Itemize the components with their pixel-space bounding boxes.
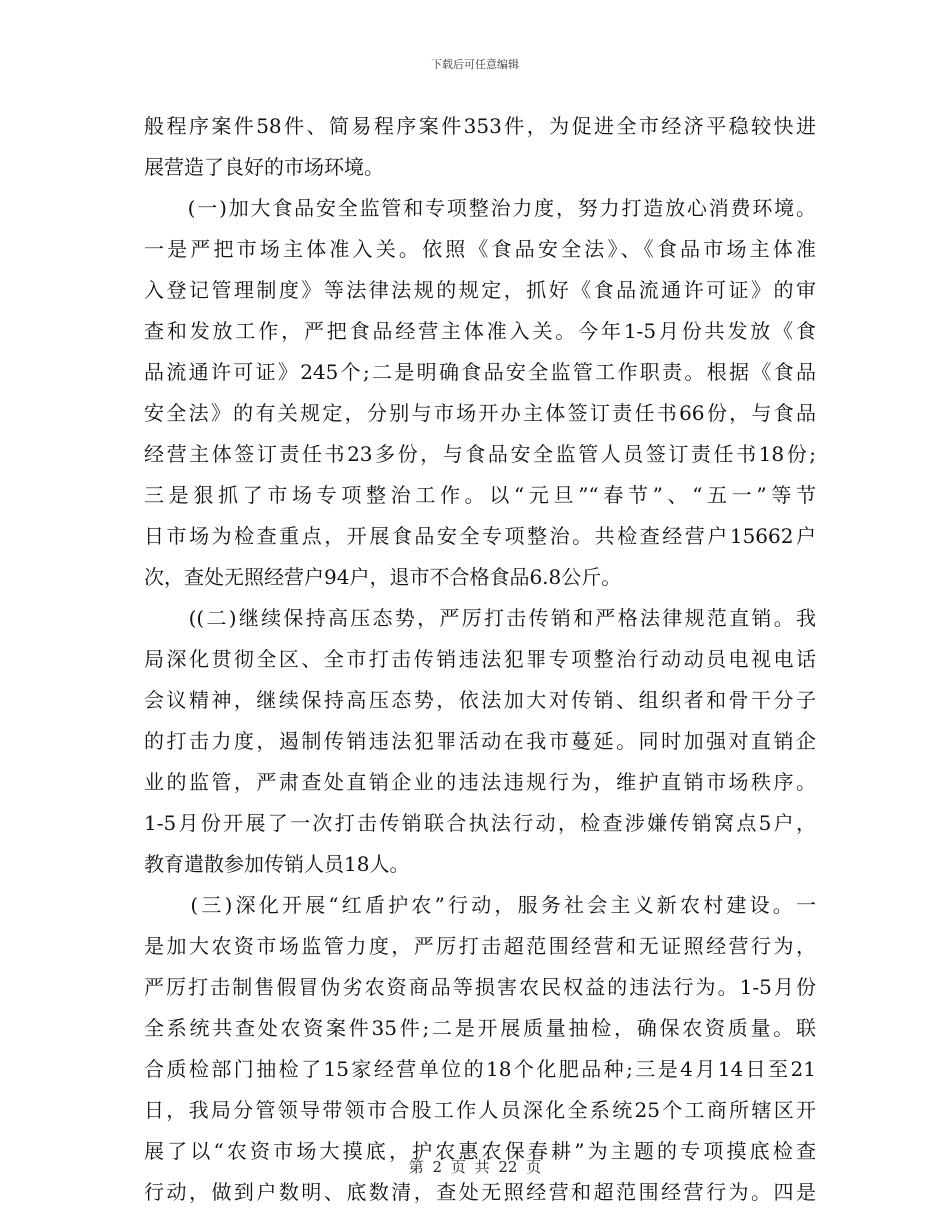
text-line: 行动，做到户数明、底数清，查处无照经营和超范围经营行为。四是: [144, 1180, 816, 1204]
text-line: 1-5月份开展了一次打击传销联合执法行动，检查涉嫌传销窝点5户，: [144, 811, 816, 835]
text-line: 是加大农资市场监管力度，严厉打击超范围经营和无证照经营行为，: [144, 934, 816, 958]
text-line: (一)加大食品安全监管和专项整治力度，努力打造放心消费环境。: [144, 196, 816, 220]
text-line: 日市场为检查重点，开展食品安全专项整治。共检查经营户15662户: [144, 524, 816, 548]
text-line: 般程序案件58件、简易程序案件353件，为促进全市经济平稳较快进: [144, 114, 816, 138]
text-line: 经营主体签订责任书23多份，与食品安全监管人员签订责任书18份;: [144, 442, 816, 466]
page-header: 下载后可任意编辑: [431, 58, 519, 71]
text-line: 入登记管理制度》等法律法规的规定，抓好《食品流通许可证》的审: [144, 278, 816, 302]
text-line: 三是狠抓了市场专项整治工作。以“元旦”“春节”、“五一”等节: [144, 483, 816, 507]
text-line: 一是严把市场主体准入关。依照《食品安全法》、《食品市场主体准: [144, 237, 816, 261]
text-line: 展了以“农资市场大摸底，护农惠农保春耕”为主题的专项摸底检查: [144, 1139, 816, 1163]
page-number-footer: 第 2 页 共 22 页: [408, 1158, 542, 1176]
text-line: 严厉打击制售假冒伪劣农资商品等损害农民权益的违法行为。1-5月份: [144, 975, 816, 999]
text-line: 合质检部门抽检了15家经营单位的18个化肥品种;三是4月14日至21: [144, 1057, 816, 1081]
text-line: 局深化贯彻全区、全市打击传销违法犯罪专项整治行动动员电视电话: [144, 647, 816, 671]
text-line: 日，我局分管领导带领市合股工作人员深化全系统25个工商所辖区开: [144, 1098, 816, 1122]
text-line: 的打击力度，遏制传销违法犯罪活动在我市蔓延。同时加强对直销企: [144, 729, 816, 753]
text-line: (三)深化开展“红盾护农”行动，服务社会主义新农村建设。一: [144, 893, 816, 917]
text-line: 次，查处无照经营户94户，退市不合格食品6.8公斤。: [144, 565, 622, 589]
text-line: 展营造了良好的市场环境。: [144, 155, 384, 179]
text-line: ((二)继续保持高压态势，严厉打击传销和严格法律规范直销。我: [144, 606, 816, 630]
text-line: 业的监管，严肃查处直销企业的违法违规行为，维护直销市场秩序。: [144, 770, 816, 794]
document-body: [144, 106, 816, 1213]
text-line: 品流通许可证》245个;二是明确食品安全监管工作职责。根据《食品: [144, 360, 816, 384]
text-line: 会议精神，继续保持高压态势，依法加大对传销、组织者和骨干分子: [144, 688, 816, 712]
text-line: 全系统共查处农资案件35件;二是开展质量抽检，确保农资质量。联: [144, 1016, 816, 1040]
text-line: 教育遣散参加传销人员18人。: [144, 852, 410, 876]
text-line: 安全法》的有关规定，分别与市场开办主体签订责任书66份，与食品: [144, 401, 816, 425]
text-line: 查和发放工作，严把食品经营主体准入关。今年1-5月份共发放《食: [144, 319, 816, 343]
